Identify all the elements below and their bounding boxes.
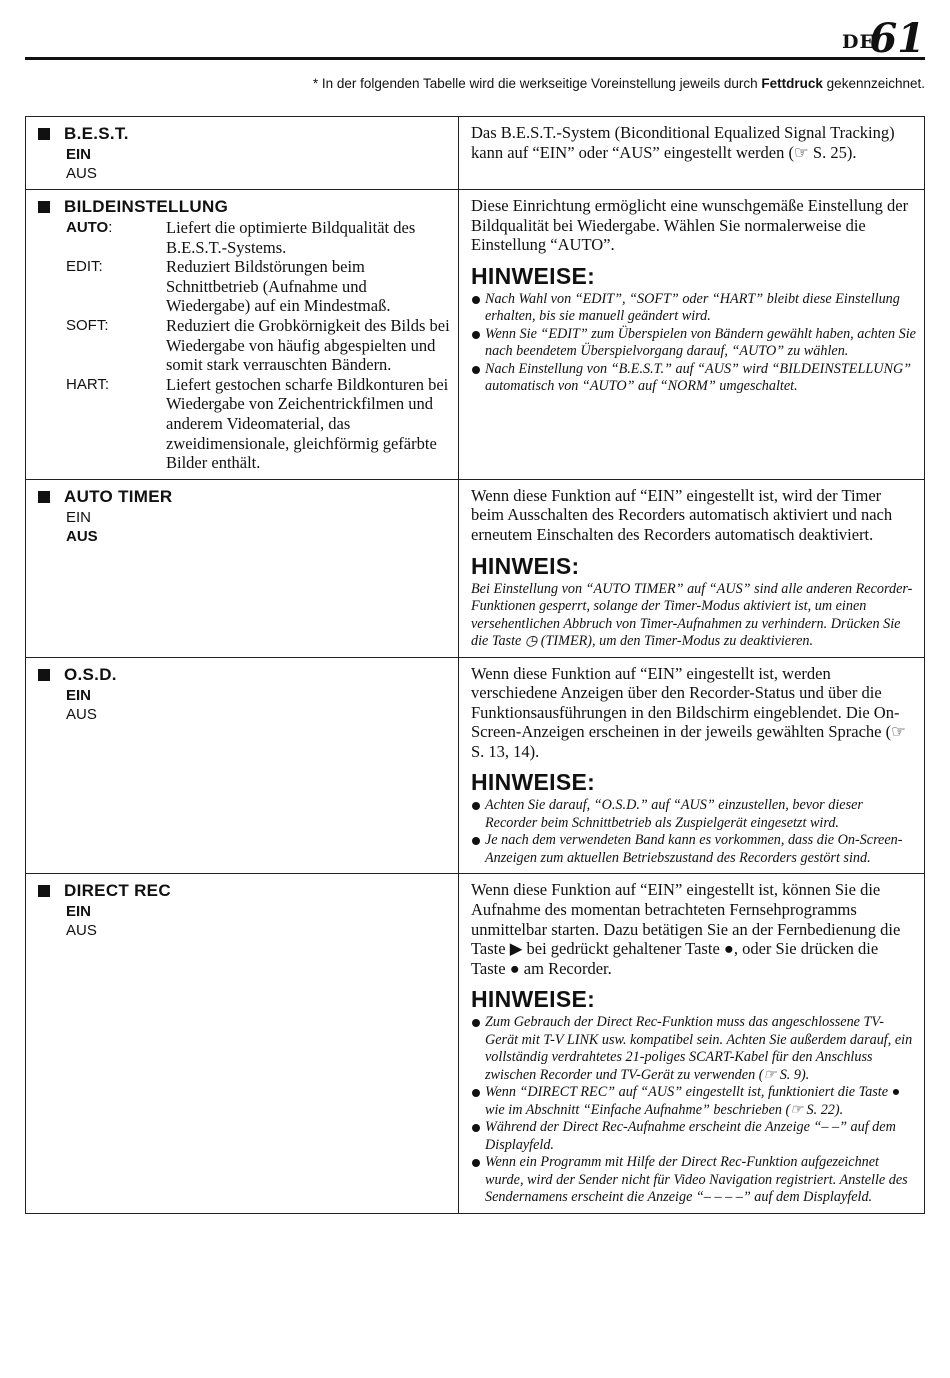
settings-table: [25, 116, 925, 1214]
setting-description: Wenn diese Funktion auf “EIN” eingestellt ist, wird der Timer beim Ausschalten des Recorders automatisch aktiviert und nach erneutem Einschalten des Recorders automatisch deaktiviert.: [471, 485, 893, 544]
note-item: Je nach dem verwendeten Band kann es vorkommen, dass die On-Screen-Anzeigen zum aktuellen Betriebszustand des Recorders gestört sind.: [471, 832, 916, 867]
option: AUS: [66, 705, 97, 723]
table-row-auto-timer: [26, 479, 925, 657]
note-item: Nach Einstellung von “B.E.S.T.” auf “AUS” wird “BILDEINSTELLUNG” automatisch von “AUTO” auf “NORM” umgeschaltet.: [471, 361, 916, 396]
square-bullet-icon: [38, 128, 50, 140]
mode-label: HART:: [66, 375, 110, 393]
note-suffix: gekennzeichnet.: [822, 76, 925, 91]
notes-heading: HINWEISE:: [471, 769, 596, 796]
note-item: Wenn Sie “EDIT” zum Überspielen von Bändern gewählt haben, achten Sie nach beendetem Überspielvorgang darauf, “AUTO” zu wählen.: [471, 326, 916, 361]
page-number: 61: [869, 15, 925, 62]
option: AUS: [66, 922, 97, 940]
setting-cell: [26, 117, 459, 190]
table-row-best: [26, 117, 925, 190]
setting-description: Wenn diese Funktion auf “EIN” eingestellt ist, können Sie die Aufnahme des momentan betrachteten Fernsehprogramms unmittelbar starten. Dazu betätigen Sie an der Fernbedienung die Taste ▶ bei gedrückt gehaltener Taste ●, oder Sie drücken die Taste ● am Recorder.: [471, 880, 901, 978]
option-default: EIN: [66, 146, 92, 163]
setting-description: Das B.E.S.T.-System (Biconditional Equalized Signal Tracking) kann auf “EIN” oder “AUS” eingestellt werden (☞ S. 25).: [471, 123, 895, 162]
notes-heading: HINWEISE:: [471, 262, 596, 289]
setting-cell: [26, 190, 459, 480]
setting-title: O.S.D.: [64, 664, 117, 684]
mode-row: [66, 316, 450, 375]
setting-title: BILDEINSTELLUNG: [64, 197, 229, 216]
default-setting-note: [25, 76, 925, 91]
option-default: AUS: [66, 527, 98, 545]
setting-cell: [26, 874, 459, 1213]
mode-row: [66, 257, 450, 316]
setting-description: Diese Einrichtung ermöglicht eine wunschgemäße Einstellung der Bildqualität bei Wiedergabe. Wählen Sie normalerweise die Einstellung “AUTO”.: [471, 196, 909, 255]
option-default: EIN: [66, 903, 92, 921]
note-item: Wenn ein Programm mit Hilfe der Direct Rec-Funktion aufgezeichnet wurde, wird der Sender nicht für Video Navigation registriert. Anstelle des Sendernamens erscheint die Anzeige “– – – –” auf dem Displayfeld.: [471, 1154, 916, 1207]
notes-list: [471, 797, 916, 867]
mode-label-default: AUTO: [66, 219, 109, 236]
mode-label: SOFT:: [66, 316, 109, 334]
description-cell: [459, 117, 925, 190]
option-default: EIN: [66, 686, 92, 704]
setting-cell: [26, 479, 459, 657]
mode-label: EDIT:: [66, 258, 103, 276]
table-row-osd: [26, 657, 925, 874]
setting-title: B.E.S.T.: [64, 124, 129, 143]
mode-row: AUTO: Liefert die optimierte Bildqualität des B.E.S.T.-Systems.: [66, 218, 450, 257]
notes-list: [471, 1014, 916, 1207]
description-cell: [459, 874, 925, 1213]
mode-text: Reduziert Bildstörungen beim Schnittbetrieb (Aufnahme und Wiedergabe) auf ein Mindestmaß.: [166, 257, 391, 316]
note-item: Achten Sie darauf, “O.S.D.” auf “AUS” einzustellen, bevor dieser Recorder beim Schnittbetrieb als Zuspielgerät eingesetzt wird.: [471, 797, 916, 832]
table-row-bildeinstellung: [26, 190, 925, 480]
notes-heading: HINWEIS:: [471, 552, 580, 579]
setting-description: Wenn diese Funktion auf “EIN” eingestellt ist, werden verschiedene Anzeigen über den Recorder-Status und über die Funktionsausführungen in den Bildschirm eingeblendet. Die On-Screen-Anzeigen erscheinen in der jeweils gewählten Sprache (☞ S. 13, 14).: [471, 663, 906, 761]
square-bullet-icon: [38, 669, 50, 681]
square-bullet-icon: [38, 201, 50, 213]
setting-title: DIRECT REC: [64, 881, 171, 901]
description-cell: [459, 479, 925, 657]
option: AUS: [66, 165, 97, 182]
note-item: Wenn “DIRECT REC” auf “AUS” eingestellt ist, funktioniert die Taste ● wie im Abschnitt “Einfache Aufnahme” beschrieben (☞ S. 22).: [471, 1084, 916, 1119]
note-bold: Fettdruck: [761, 76, 823, 91]
setting-cell: [26, 657, 459, 874]
page-header: [25, 14, 925, 60]
mode-text: Reduziert die Grobkörnigkeit des Bilds bei Wiedergabe von häufig abgespielten und somit stark verrauschten Bändern.: [166, 315, 450, 375]
square-bullet-icon: [38, 885, 50, 897]
note-prefix: * In der folgenden Tabelle wird die werkseitige Voreinstellung jeweils durch: [312, 76, 762, 91]
language-code: DE: [842, 31, 875, 53]
square-bullet-icon: [38, 491, 50, 503]
note-item: Während der Direct Rec-Aufnahme erscheint die Anzeige “– –” auf dem Displayfeld.: [471, 1119, 916, 1154]
table-row-direct-rec: [26, 874, 925, 1213]
mode-text: Liefert die optimierte Bildqualität des B.E.S.T.-Systems.: [166, 218, 416, 257]
option: EIN: [66, 508, 92, 526]
notes-list: [471, 291, 916, 396]
description-cell: [459, 657, 925, 874]
mode-text: Liefert gestochen scharfe Bildkonturen bei Wiedergabe von Zeichentrickfilmen und anderem Videomaterial, das zweidimensionale, gleichförmig gefärbte Bilder enthält.: [166, 374, 449, 473]
description-cell: [459, 190, 925, 480]
note-text: Bei Einstellung von “AUTO TIMER” auf “AUS” sind alle anderen Recorder-Funktionen gesperrt, solange der Timer-Modus aktiviert ist, um einen versehentlichen Abbruch von Timer-Aufnahmen zu verhindern. Drücken Sie die Taste ◷ (TIMER), um den Timer-Modus zu deaktivieren.: [471, 580, 913, 649]
setting-title: AUTO TIMER: [64, 486, 173, 506]
note-item: Zum Gebrauch der Direct Rec-Funktion muss das angeschlossene TV-Gerät mit T-V LINK usw. kompatibel sein. Achten Sie außerdem darauf, ein vollständig verdrahtetes 21-poliges SCART-Kabel für den Anschluss zwischen Recorder und TV-Gerät zu verwenden (☞ S. 9).: [471, 1014, 916, 1084]
note-item: Nach Wahl von “EDIT”, “SOFT” oder “HART” bleibt diese Einstellung erhalten, bis sie manuell geändert wird.: [471, 291, 916, 326]
mode-row: [66, 375, 450, 473]
notes-heading: HINWEISE:: [471, 986, 596, 1013]
